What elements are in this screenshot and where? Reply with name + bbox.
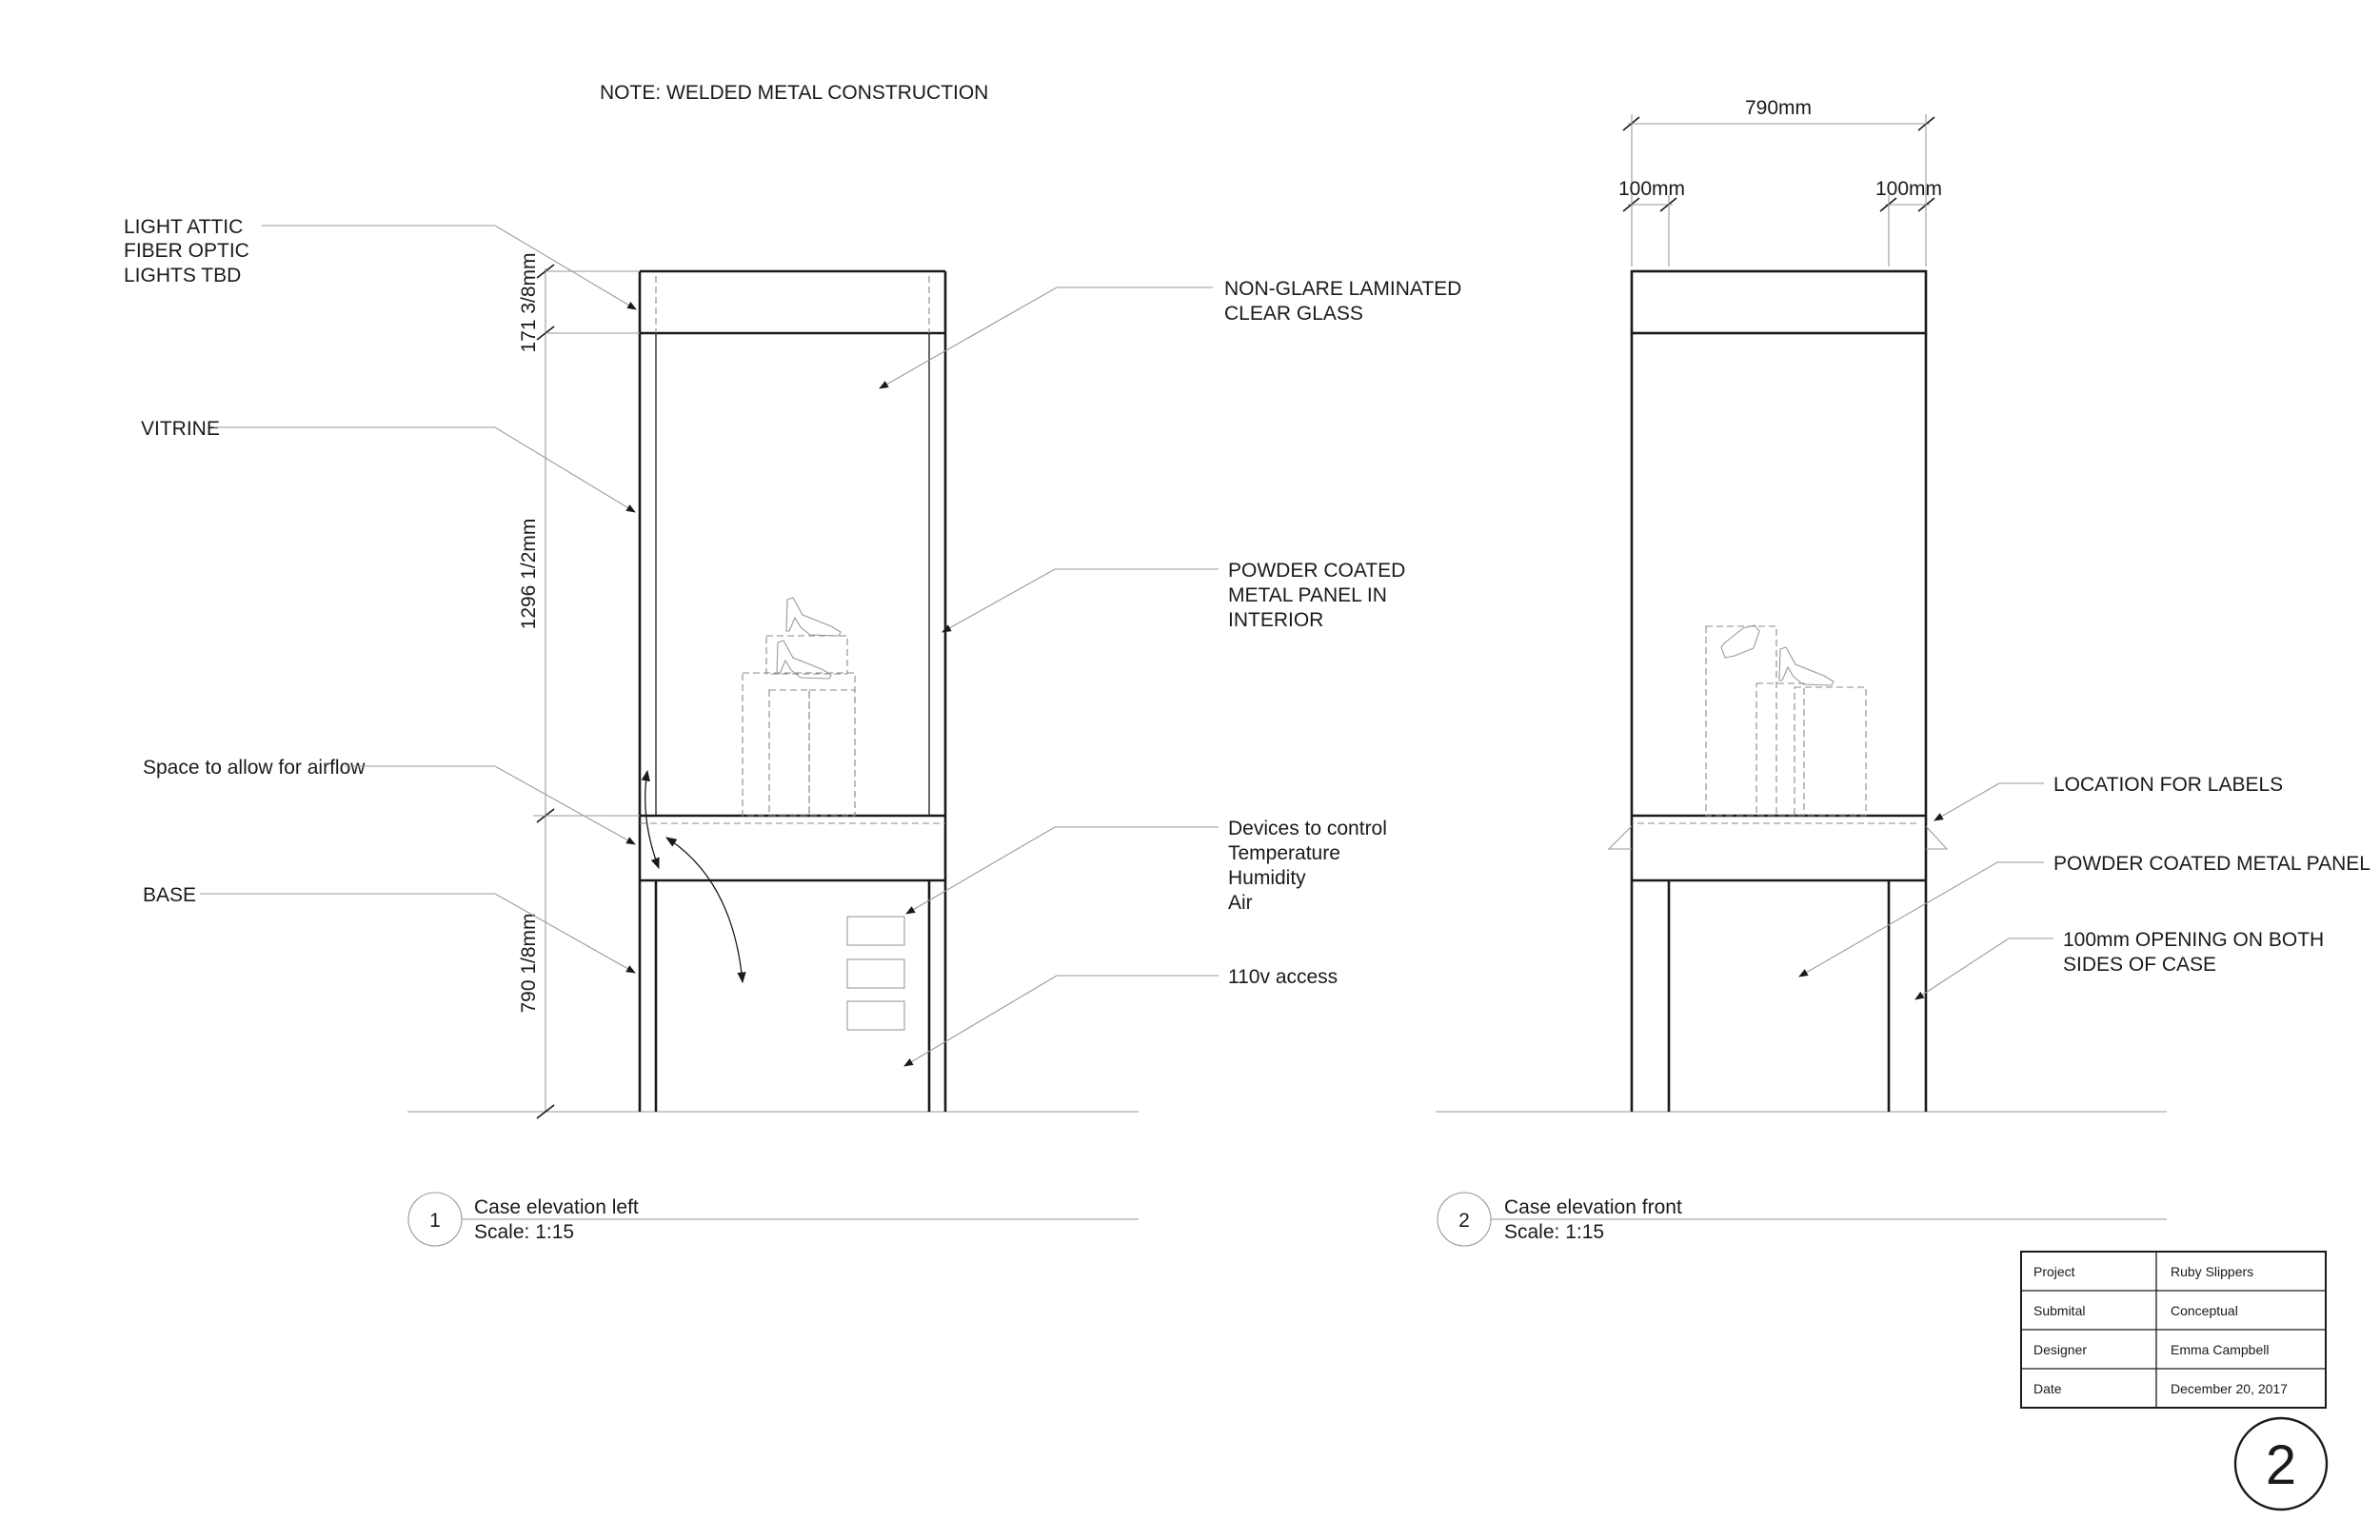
callout-labels-location (1934, 774, 2283, 820)
shoe-top-left (786, 598, 841, 636)
svg-text:METAL PANEL IN: METAL PANEL IN (1228, 584, 1387, 606)
callout-access (904, 966, 1338, 1066)
svg-text:VITRINE: VITRINE (141, 418, 220, 440)
callout-devices (906, 818, 1387, 914)
dim-middle: 1296 1/2mm (518, 518, 540, 630)
dim-side-right: 100mm (1874, 178, 1943, 200)
device-box-2 (847, 959, 904, 988)
tb-value-submital: Conceptual (2171, 1303, 2238, 1318)
svg-text:BASE: BASE (143, 884, 197, 906)
tb-value-designer: Emma Campbell (2171, 1342, 2270, 1357)
svg-text:POWDER COATED METAL PANEL: POWDER COATED METAL PANEL (2053, 853, 2370, 875)
callout-opening (1915, 929, 2324, 999)
dim-width: 790mm (1744, 97, 1813, 119)
svg-text:100mm OPENING ON BOTH: 100mm OPENING ON BOTH (2063, 929, 2325, 951)
callout-glass (880, 278, 1461, 388)
device-box-1 (847, 917, 904, 945)
svg-text:SIDES OF CASE: SIDES OF CASE (2063, 954, 2217, 976)
sheet-number-badge (2235, 1418, 2327, 1510)
svg-text:Scale: 1:15: Scale: 1:15 (1504, 1221, 1605, 1243)
dim-side-left: 100mm (1617, 178, 1686, 200)
front-elevation-drawing (1436, 114, 2167, 1112)
view-title-1 (408, 1193, 1139, 1246)
svg-text:LIGHT ATTIC: LIGHT ATTIC (124, 216, 244, 238)
shoe-bottom-front (1779, 647, 1834, 685)
shoe-top-front (1721, 625, 1759, 658)
svg-text:Case elevation front: Case elevation front (1504, 1196, 1682, 1218)
front-attic (1632, 271, 1926, 333)
svg-text:Scale: 1:15: Scale: 1:15 (474, 1221, 575, 1243)
tb-key-date: Date (2033, 1381, 2062, 1396)
title-block (2021, 1252, 2326, 1408)
dim-top: 171 3/8mm (518, 252, 540, 353)
callout-base (143, 884, 635, 973)
tb-key-submital: Submital (2033, 1303, 2086, 1318)
svg-text:FIBER OPTIC: FIBER OPTIC (124, 240, 249, 262)
tb-key-designer: Designer (2033, 1342, 2088, 1357)
tb-value-date: December 20, 2017 (2171, 1381, 2288, 1396)
svg-text:Temperature: Temperature (1228, 842, 1340, 864)
device-box-3 (847, 1001, 904, 1030)
svg-text:LOCATION FOR LABELS: LOCATION FOR LABELS (2053, 774, 2284, 796)
dim-bottom: 790 1/8mm (518, 913, 540, 1014)
callout-light-attic (124, 216, 636, 309)
svg-text:LIGHTS TBD: LIGHTS TBD (124, 265, 242, 286)
callout-interior-panel (942, 560, 1405, 632)
callout-airflow (143, 757, 635, 844)
construction-note: NOTE: WELDED METAL CONSTRUCTION (600, 82, 989, 104)
svg-text:Space to allow for airflow: Space to allow for airflow (143, 757, 366, 779)
svg-text:Air: Air (1228, 892, 1253, 914)
pedestal-front (769, 690, 809, 816)
view-title-2 (1438, 1193, 2167, 1246)
svg-text:1: 1 (429, 1210, 441, 1232)
svg-text:NON-GLARE LAMINATED: NON-GLARE LAMINATED (1224, 278, 1462, 300)
svg-text:Humidity: Humidity (1228, 867, 1306, 889)
svg-text:Case elevation left: Case elevation left (474, 1196, 639, 1218)
callout-vitrine (141, 418, 635, 512)
svg-text:INTERIOR: INTERIOR (1228, 609, 1324, 631)
svg-text:110v access: 110v access (1228, 966, 1339, 988)
sheet-number: 2 (2265, 1434, 2297, 1496)
svg-text:POWDER COATED: POWDER COATED (1228, 560, 1406, 582)
pedestal-back (743, 673, 855, 816)
svg-text:CLEAR GLASS: CLEAR GLASS (1224, 303, 1363, 325)
svg-text:2: 2 (1458, 1210, 1470, 1232)
tb-key-project: Project (2033, 1264, 2075, 1279)
tb-value-project: Ruby Slippers (2171, 1264, 2254, 1279)
svg-text:Devices to control: Devices to control (1228, 818, 1387, 839)
